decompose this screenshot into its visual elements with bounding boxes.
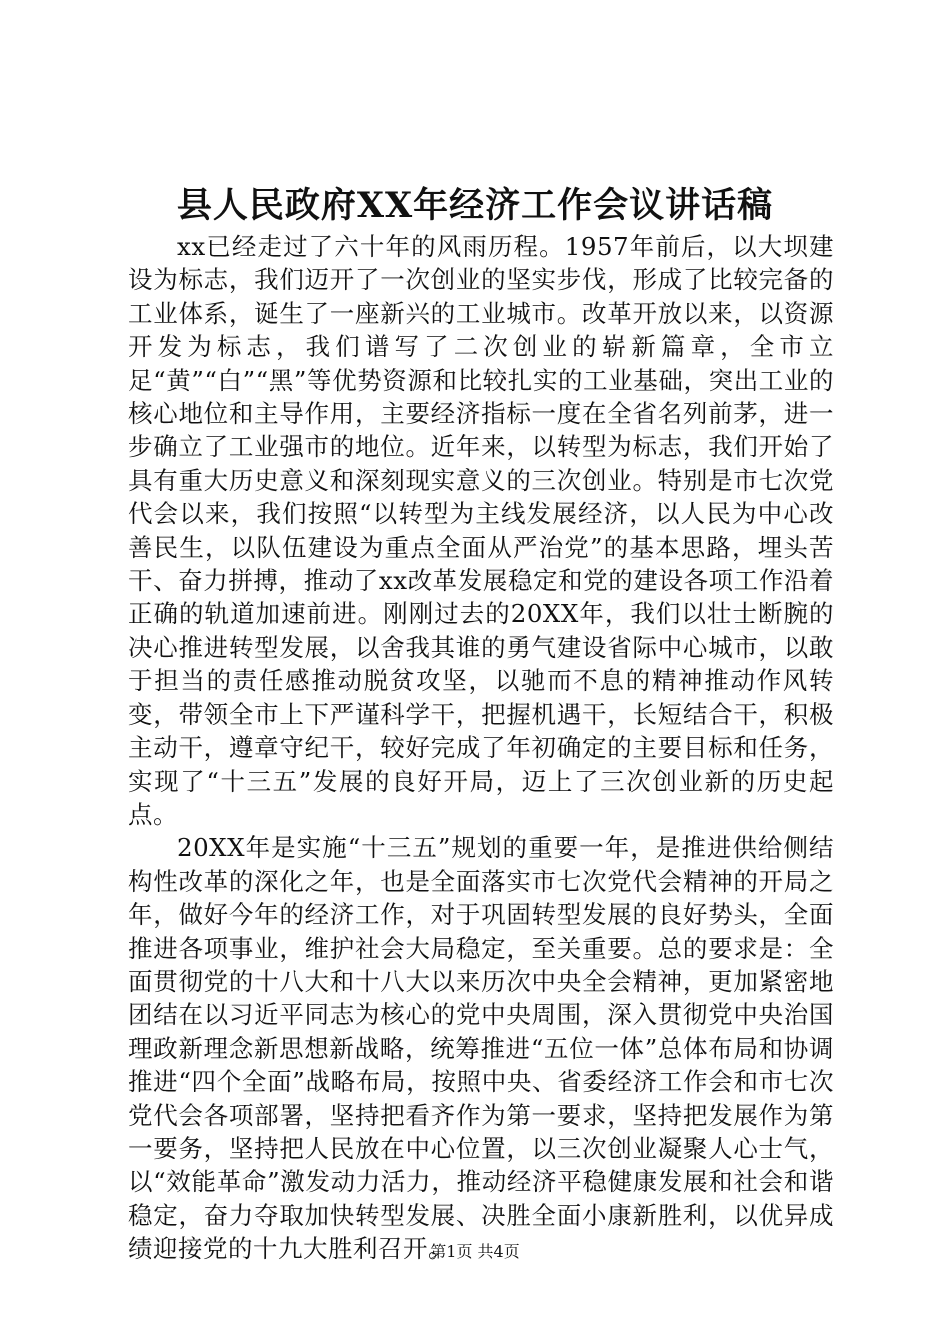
paragraph-1: xx已经走过了六十年的风雨历程。1957年前后，以大坝建设为标志，我们迈开了一次创业的坚实步伐，形成了比较完备的工业体系，诞生了一座新兴的工业城市。改革开放以来，以资源开发为标志，我们谱写了二次创业的崭新篇章，全市立足“黄”“白”“黑”等优势资源和比较扎实的工业基础，突出工业的核心地位和主导作用，主要经济指标一度在全省名列前茅，进一步确立了工业强市的地位。近年来，以转型为标志，我们开始了具有重大历史意义和深刻现实意义的三次创业。特别是市七次党代会以来，我们按照“以转型为主线发展经济，以人民为中心改善民生，以队伍建设为重点全面从严治党”的基本思路，埋头苦干、奋力拼搏，推动了xx改革发展稳定和党的建设各项工作沿着正确的轨道加速前进。刚刚过去的20XX年，我们以壮士断腕的决心推进转型发展，以舍我其谁的勇气建设省际中心城市，以敢于担当的责任感推动脱贫攻坚，以驰而不息的精神推动作风转变，带领全市上下严谨科学干，把握机遇干，长短结合干，积极主动干，遵章守纪干，较好完成了年初确定的主要目标和任务，实现了“十三五”发展的良好开局，迈上了三次创业新的历史起点。 [128,232,834,829]
paragraph-2: 20XX年是实施“十三五”规划的重要一年，是推进供给侧结构性改革的深化之年，也是全面落实市七次党代会精神的开局之年，做好今年的经济工作，对于巩固转型发展的良好势头，全面推进各项事业，维护社会大局稳定，至关重要。总的要求是：全面贯彻党的十八大和十八大以来历次中央全会精神，更加紧密地团结在以习近平同志为核心的党中央周围，深入贯彻党中央治国理政新理念新思想新战略，统筹推进“五位一体”总体布局和协调推进“四个全面”战略布局，按照中央、省委经济工作会和市七次党代会各项部署，坚持把看齐作为第一要求，坚持把发展作为第一要务，坚持把人民放在中心位置，以三次创业凝聚人心士气，以“效能革命”激发动力活力，推动经济平稳健康发展和社会和谐稳定，奋力夺取加快转型发展、决胜全面小康新胜利，以优异成绩迎接党的十九大胜利召开。 [128,833,834,1264]
page-number-footer: 第1页 共4页 [430,1242,520,1261]
document-body [128,230,834,1266]
document-title: 县人民政府XX年经济工作会议讲话稿 [176,185,774,226]
